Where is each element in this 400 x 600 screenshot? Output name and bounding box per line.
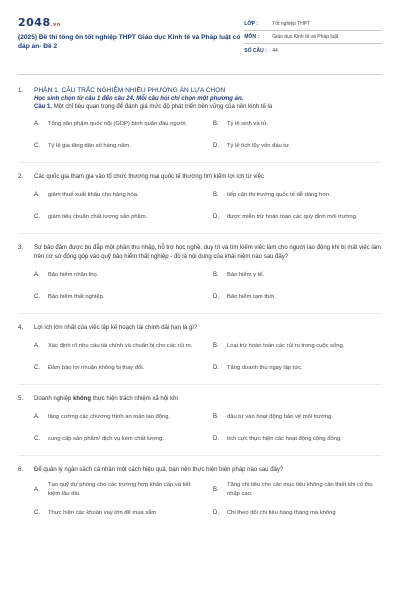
option-letter: A. bbox=[34, 414, 40, 420]
option-text: Đảm bảo lợi nhuận không bị thay đổi. bbox=[48, 364, 145, 371]
question-number: 4. bbox=[18, 324, 24, 331]
meta-value: Tốt nghiệp THPT bbox=[272, 21, 311, 27]
option-letter: C. bbox=[34, 143, 40, 149]
option-text: Tỷ lệ gia tăng dân số hàng năm. bbox=[48, 142, 131, 149]
question-number: 1. bbox=[18, 87, 24, 94]
meta-value: Giáo dục Kinh tế và Pháp luật bbox=[272, 34, 339, 40]
document-title: (2025) Đề thi tổng ôn tốt nghiệp THPT Giáo dục Kinh tế và Pháp luật có đáp án- Đề 2 bbox=[18, 34, 241, 50]
section-body bbox=[34, 87, 382, 110]
option-b[interactable] bbox=[213, 339, 382, 353]
meta-table bbox=[244, 18, 382, 64]
meta-key: SỐ CÂU : bbox=[244, 47, 267, 54]
question-text-after: thực hiện trách nhiệm xã hội khi bbox=[91, 396, 178, 402]
meta-row-subject bbox=[244, 31, 382, 44]
question-text bbox=[34, 395, 178, 404]
site-logo[interactable] bbox=[18, 16, 244, 29]
option-a[interactable] bbox=[34, 268, 203, 282]
question-header bbox=[18, 466, 382, 475]
option-text: tiếp cận thị trường quốc tế dễ dàng hơn. bbox=[227, 191, 331, 198]
option-c[interactable] bbox=[34, 361, 203, 375]
option-letter: D. bbox=[213, 510, 219, 517]
meta-key: MÔN : bbox=[244, 34, 259, 40]
option-text: được miễn trừ hoàn toàn các quy định môi trường. bbox=[227, 213, 358, 220]
question-5 bbox=[18, 395, 382, 456]
option-letter: D. bbox=[213, 365, 219, 371]
option-letter: D. bbox=[213, 143, 219, 149]
option-text: Tỷ lệ tích lũy vốn đầu tư. bbox=[227, 142, 291, 149]
option-text: cung cấp sản phẩm/ dịch vụ kém chất lượng. bbox=[48, 435, 164, 442]
answer-options bbox=[18, 117, 382, 153]
option-letter: C. bbox=[34, 436, 40, 442]
option-d[interactable] bbox=[213, 432, 382, 446]
question-divider bbox=[18, 313, 382, 314]
question-number: 3. bbox=[18, 244, 24, 251]
option-letter: C. bbox=[34, 294, 40, 300]
option-b[interactable] bbox=[213, 188, 382, 202]
header-left bbox=[18, 16, 244, 64]
option-d[interactable] bbox=[213, 210, 382, 224]
answer-options bbox=[18, 268, 382, 304]
option-letter: B. bbox=[213, 486, 219, 493]
option-letter: B. bbox=[213, 272, 219, 278]
option-letter: C. bbox=[34, 365, 40, 371]
question-text bbox=[34, 104, 382, 110]
option-letter: C. bbox=[34, 214, 40, 220]
question-text: Các quốc gia tham gia vào tổ chức thương mại quốc tế thường tìm kiếm lợi ích từ việc bbox=[34, 174, 264, 180]
question-header bbox=[18, 324, 382, 333]
option-text: Tổng sản phẩm quốc nội (GDP) bình quân đầu người. bbox=[48, 120, 188, 127]
option-letter: A. bbox=[34, 486, 40, 493]
option-letter: B. bbox=[213, 192, 219, 198]
question-1 bbox=[18, 87, 382, 163]
option-c[interactable] bbox=[34, 432, 203, 446]
question-divider bbox=[18, 162, 382, 163]
question-number: 6. bbox=[18, 466, 24, 473]
meta-row-count bbox=[244, 44, 382, 57]
meta-row-class bbox=[244, 18, 382, 31]
logo-suffix: .vn bbox=[50, 22, 61, 28]
question-text: Lợi ích lớn nhất của việc lập kế hoạch tài chính dài hạn là gì? bbox=[34, 325, 198, 331]
question-number: 2. bbox=[18, 173, 24, 180]
question-text-before: Doanh nghiệp bbox=[34, 396, 74, 402]
option-letter: D. bbox=[213, 294, 219, 300]
question-text-emphasis: không bbox=[73, 396, 92, 402]
option-text: tăng cường các chương trình an toàn lao động. bbox=[48, 413, 171, 420]
answer-options bbox=[18, 188, 382, 224]
option-d[interactable] bbox=[213, 139, 382, 153]
section-instruction: Học sinh chọn từ câu 1 đến câu 24. Mỗi câu hỏi chỉ chọn một phương án. bbox=[34, 96, 244, 102]
option-text: Loại trừ hoàn toàn các rủi ro trong cuộc sống. bbox=[227, 342, 345, 349]
question-2 bbox=[18, 173, 382, 234]
option-letter: C. bbox=[34, 510, 40, 517]
option-text: tích cực thực hiện các hoạt động cộng đồng. bbox=[227, 435, 342, 442]
option-a[interactable] bbox=[34, 188, 203, 202]
option-text: Chỉ theo dõi chi tiêu hàng tháng mà không bbox=[227, 510, 336, 517]
option-text: đầu tư vào hoạt động bảo vệ môi trường. bbox=[227, 413, 333, 420]
option-c[interactable] bbox=[34, 210, 203, 224]
question-6 bbox=[18, 466, 382, 520]
option-letter: B. bbox=[213, 343, 219, 349]
question-divider bbox=[18, 233, 382, 234]
option-a[interactable] bbox=[34, 481, 203, 498]
meta-key: LỚP : bbox=[244, 21, 258, 27]
option-text: Tăng doanh thu ngay lập tức. bbox=[227, 364, 303, 371]
option-letter: A. bbox=[34, 121, 40, 127]
option-d[interactable] bbox=[213, 506, 382, 520]
answer-options bbox=[18, 481, 382, 520]
option-text: Bảo hiểm tạm thời. bbox=[227, 293, 276, 300]
option-d[interactable] bbox=[213, 290, 382, 304]
option-b[interactable] bbox=[213, 410, 382, 424]
question-label: Câu 1. bbox=[34, 104, 53, 110]
option-text: Tỷ lệ sinh và tử. bbox=[227, 120, 269, 127]
answer-options bbox=[18, 339, 382, 375]
option-c[interactable] bbox=[34, 290, 203, 304]
option-text: giảm tiêu chuẩn chất lượng sản phẩm. bbox=[48, 213, 148, 220]
section-title: PHẦN 1. CÂU TRẮC NGHIỆM NHIỀU PHƯƠNG ÁN LỰA CHỌN bbox=[34, 87, 226, 94]
question-divider bbox=[18, 384, 382, 385]
option-a[interactable] bbox=[34, 410, 203, 424]
header bbox=[18, 16, 382, 64]
section-header bbox=[18, 87, 382, 110]
option-letter: B. bbox=[213, 414, 219, 420]
option-letter: A. bbox=[34, 192, 40, 198]
option-letter: B. bbox=[213, 121, 219, 127]
header-divider bbox=[18, 74, 382, 75]
question-divider bbox=[18, 455, 382, 456]
question-text-body: Một chỉ tiêu quan trọng để đánh giá mức độ phát triển bền vững của nền kinh tế là bbox=[53, 104, 273, 110]
option-text: Bảo hiểm thất nghiệp. bbox=[48, 293, 105, 300]
option-letter: D. bbox=[213, 436, 219, 442]
question-header bbox=[18, 395, 382, 404]
question-header bbox=[18, 244, 382, 262]
meta-value: 44 bbox=[272, 47, 278, 54]
option-letter: D. bbox=[213, 214, 219, 220]
option-text: Thực hiện các khoản vay lớn để mua sắm bbox=[48, 510, 157, 517]
option-text: Xác định rõ nhu cầu tài chính và chuẩn bị cho các rủi ro. bbox=[48, 342, 193, 349]
option-text: Tăng chi tiêu cho các mục tiêu không cần thiết khi có thu nhập cao. bbox=[227, 482, 373, 497]
question-text: Để quản lý ngân sách cá nhân một cách hiệu quả, bạn nên thực hiện biện pháp nào sau đây? bbox=[34, 467, 284, 473]
option-b[interactable] bbox=[213, 481, 382, 498]
logo-main: 2048 bbox=[18, 16, 51, 29]
option-c[interactable] bbox=[34, 139, 203, 153]
option-d[interactable] bbox=[213, 361, 382, 375]
option-a[interactable] bbox=[34, 117, 203, 131]
option-letter: A. bbox=[34, 343, 40, 349]
answer-options bbox=[18, 410, 382, 446]
option-c[interactable] bbox=[34, 506, 203, 520]
option-letter: A. bbox=[34, 272, 40, 278]
option-a[interactable] bbox=[34, 339, 203, 353]
option-b[interactable] bbox=[213, 268, 382, 282]
question-number: 5. bbox=[18, 395, 24, 402]
question-3 bbox=[18, 244, 382, 314]
option-b[interactable] bbox=[213, 117, 382, 131]
option-text: Bảo hiểm nhân thọ. bbox=[48, 271, 99, 278]
question-4 bbox=[18, 324, 382, 385]
question-header bbox=[18, 173, 382, 182]
question-text: Sự bảo đảm được bù đắp một phần thu nhập, hỗ trợ học nghề, duy trì và tìm kiếm việc làm cho người lao động khi bị mất việc làm trên cơ sở đóng góp vào quỹ bảo hiểm thất nghiệp - đó là nội dung của khái niệm nào sau đây? bbox=[34, 245, 382, 260]
option-text: giảm thuế xuất khẩu cho hàng hóa. bbox=[48, 191, 139, 198]
option-text: Bảo hiểm y tế. bbox=[227, 271, 265, 278]
option-text: Tạo quỹ dự phòng cho các trường hợp khẩn cấp và tiết kiệm lâu dài. bbox=[48, 482, 191, 497]
